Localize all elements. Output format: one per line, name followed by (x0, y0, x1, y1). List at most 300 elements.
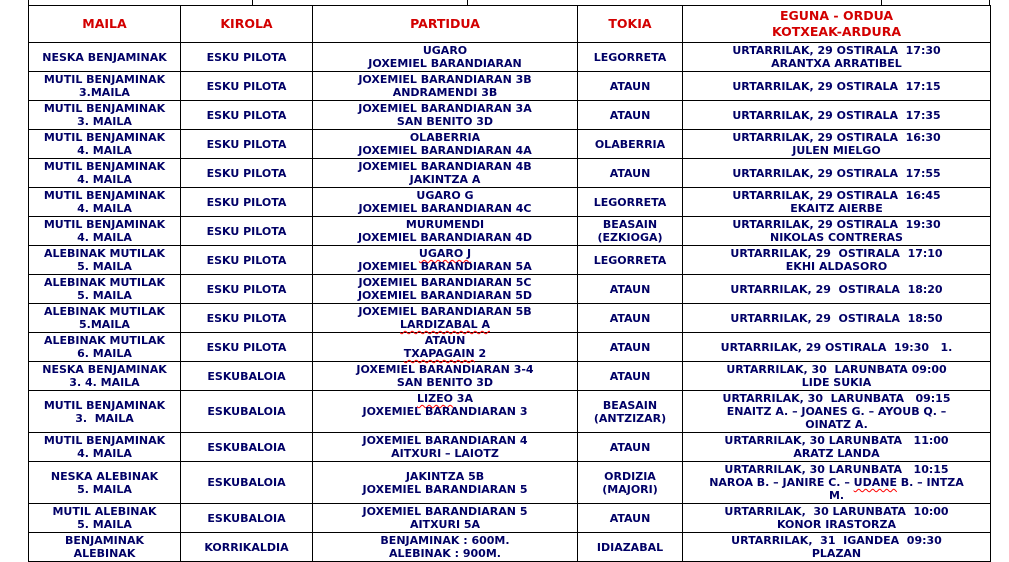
cell-partidua (313, 101, 578, 130)
cell-line (31, 505, 178, 518)
cell-line (580, 254, 680, 267)
cell-line (315, 505, 575, 518)
cell-text: ORDIZIA (604, 469, 656, 483)
table-row (29, 275, 991, 304)
cell-kirola (181, 304, 313, 333)
cell-tokia (578, 43, 683, 72)
cell-partidua (313, 333, 578, 362)
cell-line (315, 276, 575, 289)
cutoff-row-divider (881, 0, 882, 5)
cell-partidua (313, 433, 578, 462)
table-row (29, 304, 991, 333)
cell-line (685, 505, 988, 518)
cell-text: 4. MAILA (77, 202, 132, 215)
cell-text: ESKU PILOTA (206, 166, 287, 180)
cell-eguna (683, 304, 991, 333)
cell-line (31, 247, 178, 260)
cell-line (183, 312, 310, 325)
cell-tokia (578, 533, 683, 562)
cell-text: JOXEMIEL BARANDIARAN 3 (362, 405, 528, 418)
table-row (29, 101, 991, 130)
cell-text: MUTIL BENJAMINAK (43, 73, 166, 86)
cell-partidua (313, 217, 578, 246)
cell-line (685, 44, 988, 57)
cell-line (580, 51, 680, 64)
cell-line (183, 51, 310, 64)
cell-line (315, 434, 575, 447)
cell-text: ENAITZ A. – JOANES G. – AYOUB Q. – (726, 405, 947, 418)
cell-text: JOXEMIEL BARANDIARAN (368, 57, 522, 70)
cell-text: MUTIL BENJAMINAK (43, 434, 166, 447)
table-row (29, 43, 991, 72)
cell-line (580, 231, 680, 244)
table-row (29, 391, 991, 433)
cell-kirola (181, 333, 313, 362)
cell-eguna (683, 362, 991, 391)
cell-line (315, 334, 575, 347)
cell-line (315, 86, 575, 99)
cell-text: ATAUN (609, 282, 651, 296)
cell-text: ESKU PILOTA (206, 108, 287, 122)
table-row (29, 504, 991, 533)
spellcheck-flagged-text: LIZEO (417, 392, 453, 405)
cell-text: 4. MAILA (77, 231, 132, 244)
cell-line (580, 167, 680, 180)
cell-kirola (181, 433, 313, 462)
cell-text: 6. MAILA (77, 347, 132, 360)
cell-eguna (683, 333, 991, 362)
cell-text: 5. MAILA (77, 482, 132, 496)
cell-line (183, 512, 310, 525)
cell-tokia (578, 101, 683, 130)
cell-maila (29, 217, 181, 246)
cell-text: 5.MAILA (79, 318, 130, 331)
cell-maila (29, 504, 181, 533)
cell-maila (29, 101, 181, 130)
cell-text: OLABERRIA (409, 131, 481, 144)
cell-text: SAN BENITO 3D (396, 376, 494, 389)
cell-line (31, 518, 178, 531)
cell-line (580, 341, 680, 354)
cell-text: EKAITZ AIERBE (790, 202, 883, 215)
cell-text: ESKU PILOTA (206, 253, 287, 267)
cell-maila (29, 391, 181, 433)
cell-partidua (313, 72, 578, 101)
cell-text: BEASAIN (602, 398, 658, 412)
cell-line (31, 434, 178, 447)
cell-eguna (683, 72, 991, 101)
cell-line (31, 160, 178, 173)
cell-text: MUTIL BENJAMINAK (43, 131, 166, 144)
cell-text: URTARRILAK, 29 OSTIRALA 18:20 (730, 282, 943, 296)
cell-line (31, 470, 178, 483)
cell-kirola (181, 504, 313, 533)
cell-text: M. (828, 489, 845, 502)
cell-line (31, 347, 178, 360)
cell-partidua (313, 504, 578, 533)
cell-text: JOXEMIEL BARANDIARAN 3-4 (356, 363, 534, 376)
cell-line (315, 260, 575, 273)
header-label: KIROLA (220, 16, 273, 31)
cell-line (183, 441, 310, 454)
cell-text: URTARRILAK, 29 OSTIRALA 16:30 (732, 131, 941, 144)
table-row (29, 433, 991, 462)
cell-line (315, 160, 575, 173)
cell-line (685, 131, 988, 144)
cell-partidua (313, 246, 578, 275)
cell-text: ESKUBALOIA (207, 369, 286, 383)
cell-eguna (683, 433, 991, 462)
cutoff-top-row (28, 0, 990, 5)
table-row (29, 462, 991, 504)
cell-tokia (578, 217, 683, 246)
cell-text: ALEBINAK (73, 547, 136, 560)
table-row (29, 159, 991, 188)
cell-text: 3. MAILA (77, 115, 132, 128)
cell-line (685, 341, 988, 354)
cell-line (580, 283, 680, 296)
cell-text: JOXEMIEL BARANDIARAN 4B (358, 160, 532, 173)
header-label: MAILA (82, 16, 127, 31)
cell-line (685, 518, 988, 531)
cell-tokia (578, 159, 683, 188)
table-row (29, 533, 991, 562)
cell-line (315, 534, 575, 547)
cell-text: ESKU PILOTA (206, 195, 287, 209)
cell-text: URTARRILAK, 29 OSTIRALA 19:30 (732, 218, 941, 231)
cell-text: JOXEMIEL BARANDIARAN 5A (358, 260, 532, 273)
cell-kirola (181, 462, 313, 504)
cell-kirola (181, 275, 313, 304)
spellcheck-flagged-text: LARDIZABAL A (400, 318, 490, 331)
cell-text: ESKU PILOTA (206, 79, 287, 93)
cell-text: BENJAMINAK : 600M. (380, 534, 510, 547)
cell-maila (29, 533, 181, 562)
cell-text: JOXEMIEL BARANDIARAN 4A (358, 144, 532, 157)
table-row (29, 188, 991, 217)
cell-partidua (313, 533, 578, 562)
cell-partidua (313, 188, 578, 217)
cell-line (315, 44, 575, 57)
cell-line (183, 476, 310, 489)
cell-text: MUTIL BENJAMINAK (43, 102, 166, 115)
cell-text: (MAJORI) (602, 482, 658, 496)
cell-text: JULEN MIELGO (792, 144, 881, 157)
cell-text: URTARRILAK, 29 OSTIRALA 17:35 (732, 108, 941, 122)
cell-text: URTARRILAK, 31 IGANDEA 09:30 (731, 534, 942, 547)
cell-line (315, 144, 575, 157)
cell-line (315, 347, 575, 360)
cell-partidua (313, 391, 578, 433)
cell-line (685, 283, 988, 296)
cell-text: JAKINTZA 5B (405, 469, 485, 483)
cell-text: NESKA ALEBINAK (50, 469, 159, 483)
cell-text: JOXEMIEL BARANDIARAN 4C (358, 202, 532, 215)
cell-line (685, 312, 988, 325)
cell-text: ATAUN (609, 440, 651, 454)
cell-line (31, 173, 178, 186)
cell-line (31, 73, 178, 86)
cell-text: ESKUBALOIA (207, 440, 286, 454)
cell-line (685, 218, 988, 231)
cell-text: 4. MAILA (77, 173, 132, 186)
cell-partidua (313, 159, 578, 188)
cell-eguna (683, 159, 991, 188)
cell-line (31, 115, 178, 128)
cell-line (685, 489, 988, 502)
cell-text: ESKUBALOIA (207, 405, 286, 418)
table-row (29, 217, 991, 246)
cell-line (685, 405, 988, 418)
cell-text: ESKUBALOIA (207, 511, 286, 525)
cell-maila (29, 246, 181, 275)
cell-line (31, 412, 178, 425)
cell-text: ANDRAMENDI 3B (392, 86, 498, 99)
cell-kirola (181, 101, 313, 130)
cell-maila (29, 433, 181, 462)
header-partidua (313, 6, 578, 43)
cell-line (685, 144, 988, 157)
cell-text: URTARRILAK, 30 LARUNBATA 09:15 (722, 392, 951, 405)
cell-line (315, 418, 575, 431)
cell-line (685, 363, 988, 376)
cell-text: LEGORRETA (593, 253, 667, 267)
cell-text: ATAUN (424, 334, 466, 347)
cell-text: BENJAMINAK (65, 534, 144, 547)
cell-maila (29, 362, 181, 391)
cell-maila (29, 159, 181, 188)
cutoff-row-divider (467, 0, 468, 5)
cell-text: 3. MAILA (75, 411, 134, 425)
cell-text: ARATZ LANDA (793, 447, 880, 460)
cell-line (580, 399, 680, 412)
cell-line (315, 231, 575, 244)
table-row (29, 246, 991, 275)
cell-line (315, 102, 575, 115)
cell-line (685, 167, 988, 180)
cell-text: URTARRILAK, 30 LARUNBATA 09:00 (726, 363, 947, 376)
cell-text: URTARRILAK, 29 OSTIRALA 17:55 (732, 166, 941, 180)
cell-text: JOXEMIEL BARANDIARAN 3B (358, 73, 532, 86)
cell-text: ATAUN (609, 369, 651, 383)
cell-text: ATAUN (609, 311, 651, 325)
cell-kirola (181, 159, 313, 188)
cell-text: MUTIL BENJAMINAK (43, 189, 166, 202)
cell-line (315, 247, 575, 260)
cell-text: KONOR IRASTORZA (776, 518, 897, 531)
cell-text: BEASAIN (602, 218, 658, 231)
cell-line (31, 447, 178, 460)
cell-text: 4. MAILA (77, 144, 132, 157)
cell-tokia (578, 275, 683, 304)
cell-line (31, 363, 178, 376)
cell-line (31, 289, 178, 302)
table-row (29, 72, 991, 101)
cell-line (580, 109, 680, 122)
cell-line (31, 318, 178, 331)
cell-line (31, 86, 178, 99)
cell-line (685, 547, 988, 560)
cell-eguna (683, 217, 991, 246)
cell-text: PLAZAN (811, 547, 862, 560)
cell-text: ATAUN (609, 79, 651, 93)
cell-line (183, 283, 310, 296)
cell-line (183, 254, 310, 267)
cell-tokia (578, 304, 683, 333)
cell-text: ATAUN (609, 511, 651, 525)
schedule-table (28, 5, 991, 562)
cell-text: UGARO G (416, 189, 474, 202)
cell-text: ESKU PILOTA (206, 340, 287, 354)
cell-text: LEGORRETA (593, 50, 667, 64)
cell-text: ESKUBALOIA (207, 476, 286, 489)
cell-text: KORRIKALDIA (204, 540, 289, 554)
cell-line (315, 470, 575, 483)
cell-eguna (683, 130, 991, 159)
schedule-page (28, 0, 990, 562)
cell-text: LEGORRETA (593, 195, 667, 209)
cell-text: JAKINTZA A (409, 173, 481, 186)
header-row (29, 6, 991, 43)
cell-line (315, 305, 575, 318)
cell-text: 2 (474, 347, 487, 360)
cell-line (183, 341, 310, 354)
cell-kirola (181, 246, 313, 275)
cell-tokia (578, 246, 683, 275)
cell-text: AITXURI – LAIOTZ (391, 447, 499, 460)
cell-text: B. – INTZA (896, 476, 964, 489)
table-row (29, 362, 991, 391)
cell-line (31, 399, 178, 412)
cell-kirola (181, 362, 313, 391)
cell-line (315, 376, 575, 389)
cell-tokia (578, 462, 683, 504)
cell-text: MUTIL BENJAMINAK (43, 398, 166, 412)
cell-line (580, 312, 680, 325)
cell-text: ESKU PILOTA (206, 137, 287, 151)
cell-line (183, 138, 310, 151)
cell-line (315, 189, 575, 202)
header-label: PARTIDUA (410, 16, 480, 31)
cell-text: UGARO (422, 44, 468, 57)
cell-line (31, 260, 178, 273)
cell-line (315, 447, 575, 460)
cell-eguna (683, 533, 991, 562)
cell-line (580, 218, 680, 231)
cell-text: ESKU PILOTA (206, 224, 287, 238)
cell-line (31, 483, 178, 496)
cell-text: JOXEMIEL BARANDIARAN 3A (358, 102, 532, 115)
table-row (29, 333, 991, 362)
cell-text: ATAUN (609, 340, 651, 354)
cell-eguna (683, 391, 991, 433)
table-header (29, 6, 991, 43)
cell-line (315, 73, 575, 86)
cell-line (31, 305, 178, 318)
cell-partidua (313, 304, 578, 333)
cell-partidua (313, 130, 578, 159)
cell-line (685, 392, 988, 405)
cell-line (183, 80, 310, 93)
cell-line (580, 412, 680, 425)
cell-eguna (683, 188, 991, 217)
spellcheck-flagged-text: UDANE (853, 476, 897, 489)
cell-line (31, 189, 178, 202)
cell-text: ALEBINAK MUTILAK (43, 276, 166, 289)
cell-text: JOXEMIEL BARANDIARAN 4 (362, 434, 528, 447)
cell-line (31, 534, 178, 547)
cell-eguna (683, 275, 991, 304)
header-tokia (578, 6, 683, 43)
cell-text: 3A (452, 392, 473, 405)
cell-line (31, 276, 178, 289)
cell-line (183, 196, 310, 209)
cell-line (685, 447, 988, 460)
cell-text: MURUMENDI (405, 218, 485, 231)
cell-eguna (683, 101, 991, 130)
cell-partidua (313, 43, 578, 72)
cell-text: URTARRILAK, 30 LARUNBATA 11:00 (724, 434, 949, 447)
cell-line (315, 405, 575, 418)
cell-text: (EZKIOGA) (597, 231, 663, 244)
cell-tokia (578, 362, 683, 391)
cell-line (315, 173, 575, 186)
cell-tokia (578, 391, 683, 433)
cell-line (685, 463, 988, 476)
cell-line (183, 109, 310, 122)
cell-maila (29, 333, 181, 362)
spellcheck-flagged-text: TXAPAGAIN (403, 347, 475, 360)
cell-tokia (578, 188, 683, 217)
cell-text: OINATZ A. (805, 418, 868, 431)
cell-text: MUTIL BENJAMINAK (43, 160, 166, 173)
cell-text: NIKOLAS CONTRERAS (770, 231, 903, 244)
cell-text: ESKU PILOTA (206, 282, 287, 296)
cell-line (685, 109, 988, 122)
cell-text: 3. 4. MAILA (69, 376, 140, 389)
header-label: TOKIA (608, 16, 652, 31)
cell-maila (29, 72, 181, 101)
cell-eguna (683, 462, 991, 504)
cell-text: 5. MAILA (77, 260, 132, 273)
spellcheck-flagged-text: UGARO J (418, 247, 472, 260)
cell-text: URTARRILAK, 29 OSTIRALA 17:30 (732, 44, 941, 57)
cell-text: MUTIL BENJAMINAK (43, 218, 166, 231)
cell-text: SAN BENITO 3D (396, 115, 494, 128)
cell-text: URTARRILAK, 30 LARUNBATA 10:00 (724, 505, 949, 518)
cell-text: 5. MAILA (77, 518, 132, 531)
cell-tokia (578, 333, 683, 362)
header-kirola (181, 6, 313, 43)
cell-maila (29, 462, 181, 504)
cell-maila (29, 304, 181, 333)
cell-tokia (578, 72, 683, 101)
cell-line (31, 202, 178, 215)
cell-line (31, 334, 178, 347)
cell-line (580, 470, 680, 483)
cell-text: JOXEMIEL BARANDIARAN 5 (362, 482, 528, 496)
cell-kirola (181, 217, 313, 246)
cell-partidua (313, 362, 578, 391)
header-label: KOTXEAK-ARDURA (771, 24, 902, 39)
cell-tokia (578, 504, 683, 533)
table-body (29, 43, 991, 562)
header-maila (29, 6, 181, 43)
cell-text: NAROA B. – JANIRE C. – (709, 476, 854, 489)
cell-text: JOXEMIEL BARANDIARAN 4D (357, 231, 533, 244)
cell-line (580, 441, 680, 454)
cell-line (315, 57, 575, 70)
